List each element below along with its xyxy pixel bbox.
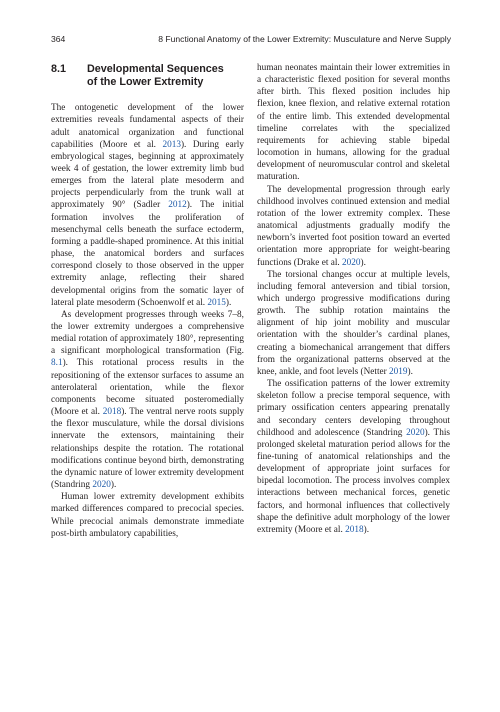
citation-link[interactable]: 2018 [345,524,364,535]
paragraph-text: As development progresses through weeks 7–8, the lower extremity undergoes a comprehensive medial rotation of approximately 180°, representing a significant morphological transformation (Fig. [51,309,244,357]
paragraph-text: The ossification patterns of the lower extremity skeleton follow a precise temporal sequence, with primary ossification centers appearing prenatally and secondary centers developing throughout childhood and adolescence (Standring [257,379,450,438]
section-title-line-1: Developmental Sequences [87,63,224,75]
paragraph-text: The developmental progression through early childhood involves continued extension and medial rotation of the lower extremity complex. These anatomical adjustments gradually modify the newborn’s inverted foot position toward an everted orientation more appropriate for weight-bearing functions (Drake et al. [257,184,450,268]
chapter-running-title: 8 Functional Anatomy of the Lower Extremity: Musculature and Nerve Supply [158,34,451,44]
paragraph-text: ). The initial formation involves the proliferation of mesenchymal cells beneath the surface ectoderm, forming a paddle-shaped prominence. At this initial phase, the anatomical borders and surfaces correspond closely to those observed in the upper extremity anlage, reflecting their shared developmental origins from the somatic layer of lateral plate mesoderm (Schoenwolf et al. [51,200,244,308]
citation-link[interactable]: 2019 [389,366,408,377]
citation-link[interactable]: 2013 [162,139,181,150]
citation-link[interactable]: 2020 [342,257,361,268]
paragraph [257,378,450,536]
figure-link[interactable]: 8.1 [51,358,63,369]
left-column [51,62,244,540]
page-number: 364 [51,34,66,44]
running-header [51,34,451,48]
paragraph-text: ). During early embryological stages, beginning at approximately week 4 of gestation, the lower extremity limb bud emerges from the lateral plate mesoderm and projects perpendicularly from the trunk wall at approximately 90° (Sadler [51,139,244,211]
citation-link[interactable]: 2020 [92,480,111,491]
section-heading [51,63,244,88]
paragraph-text: ). [225,297,232,308]
paragraph-text: The ontogenetic development of the lower extremities reveals fundamental aspects of their adult anatomical organization and functional capabilities (Moore et al. [51,103,244,150]
citation-link[interactable]: 2018 [102,407,122,418]
paragraph [51,102,244,309]
paragraph-text: ). [360,257,366,268]
right-column [257,62,450,536]
paragraph-text: ). [363,524,370,535]
paragraph-text: human neonates maintain their lower extremities in a characteristic flexed position for several months after birth. This flexed position includes hip flexion, knee flexion, and relative external rotation of the entire limb. This extended developmental timeline correlates with the specialized requirements for achieving stable bipedal locomotion in humans, allowing for the gradual development of neuromuscular control and skeletal maturation. [257,63,450,183]
paragraph [51,491,244,540]
paragraph-text: ). The ventral nerve roots supply the flexor musculature, while the dorsal divisions innervate the extensors, maintaining their relationships despite the rotation. The rotational modifications continue beyond birth, demonstrating the dynamic nature of lower extremity development (Standring [51,407,245,491]
paragraph-text: ). This rotational process results in the repositioning of the extensor surfaces to assume an anterolateral orientation, while the flexor components become situated posteromedially (Moore et al. [51,358,244,418]
section-title-line-2: of the Lower Extremity [87,75,204,88]
citation-link[interactable]: 2012 [168,200,187,211]
paragraph-text: Human lower extremity development exhibits marked differences compared to precocial species. While precocial animals demonstrate immediate post-birth ambulatory capabilities, [51,492,244,539]
section-number: 8.1 [51,63,67,75]
paragraph [257,269,450,378]
citation-link[interactable]: 2020 [406,427,425,438]
paragraph [257,62,450,184]
paragraph-text: ). [110,480,117,491]
paragraph [51,309,244,491]
section-title [87,63,244,88]
citation-link[interactable]: 2015 [207,297,226,308]
paragraph [257,184,450,269]
paragraph-text: ). This prolonged skeletal maturation period allows for the fine-tuning of anatomical relationships and the development of appropriate joint surfaces for bipedal locomotion. The process involves complex interactions between mechanical forces, genetic factors, and hormonal influences that collectively shape the definitive adult morphology of the lower extremity (Moore et al. [257,427,450,535]
paragraph-text: The torsional changes occur at multiple levels, including femoral anteversion and tibial torsion, which undergo progressive modifications during growth. The subhip rotation maintains the alignment of hip joint mobility and muscular orientation with the shoulder’s cardinal planes, creating a biomechanical arrangement that differs from the organizational patterns observed at the knee, ankle, and foot levels (Netter [257,269,450,377]
paragraph-text: ). [407,366,413,377]
